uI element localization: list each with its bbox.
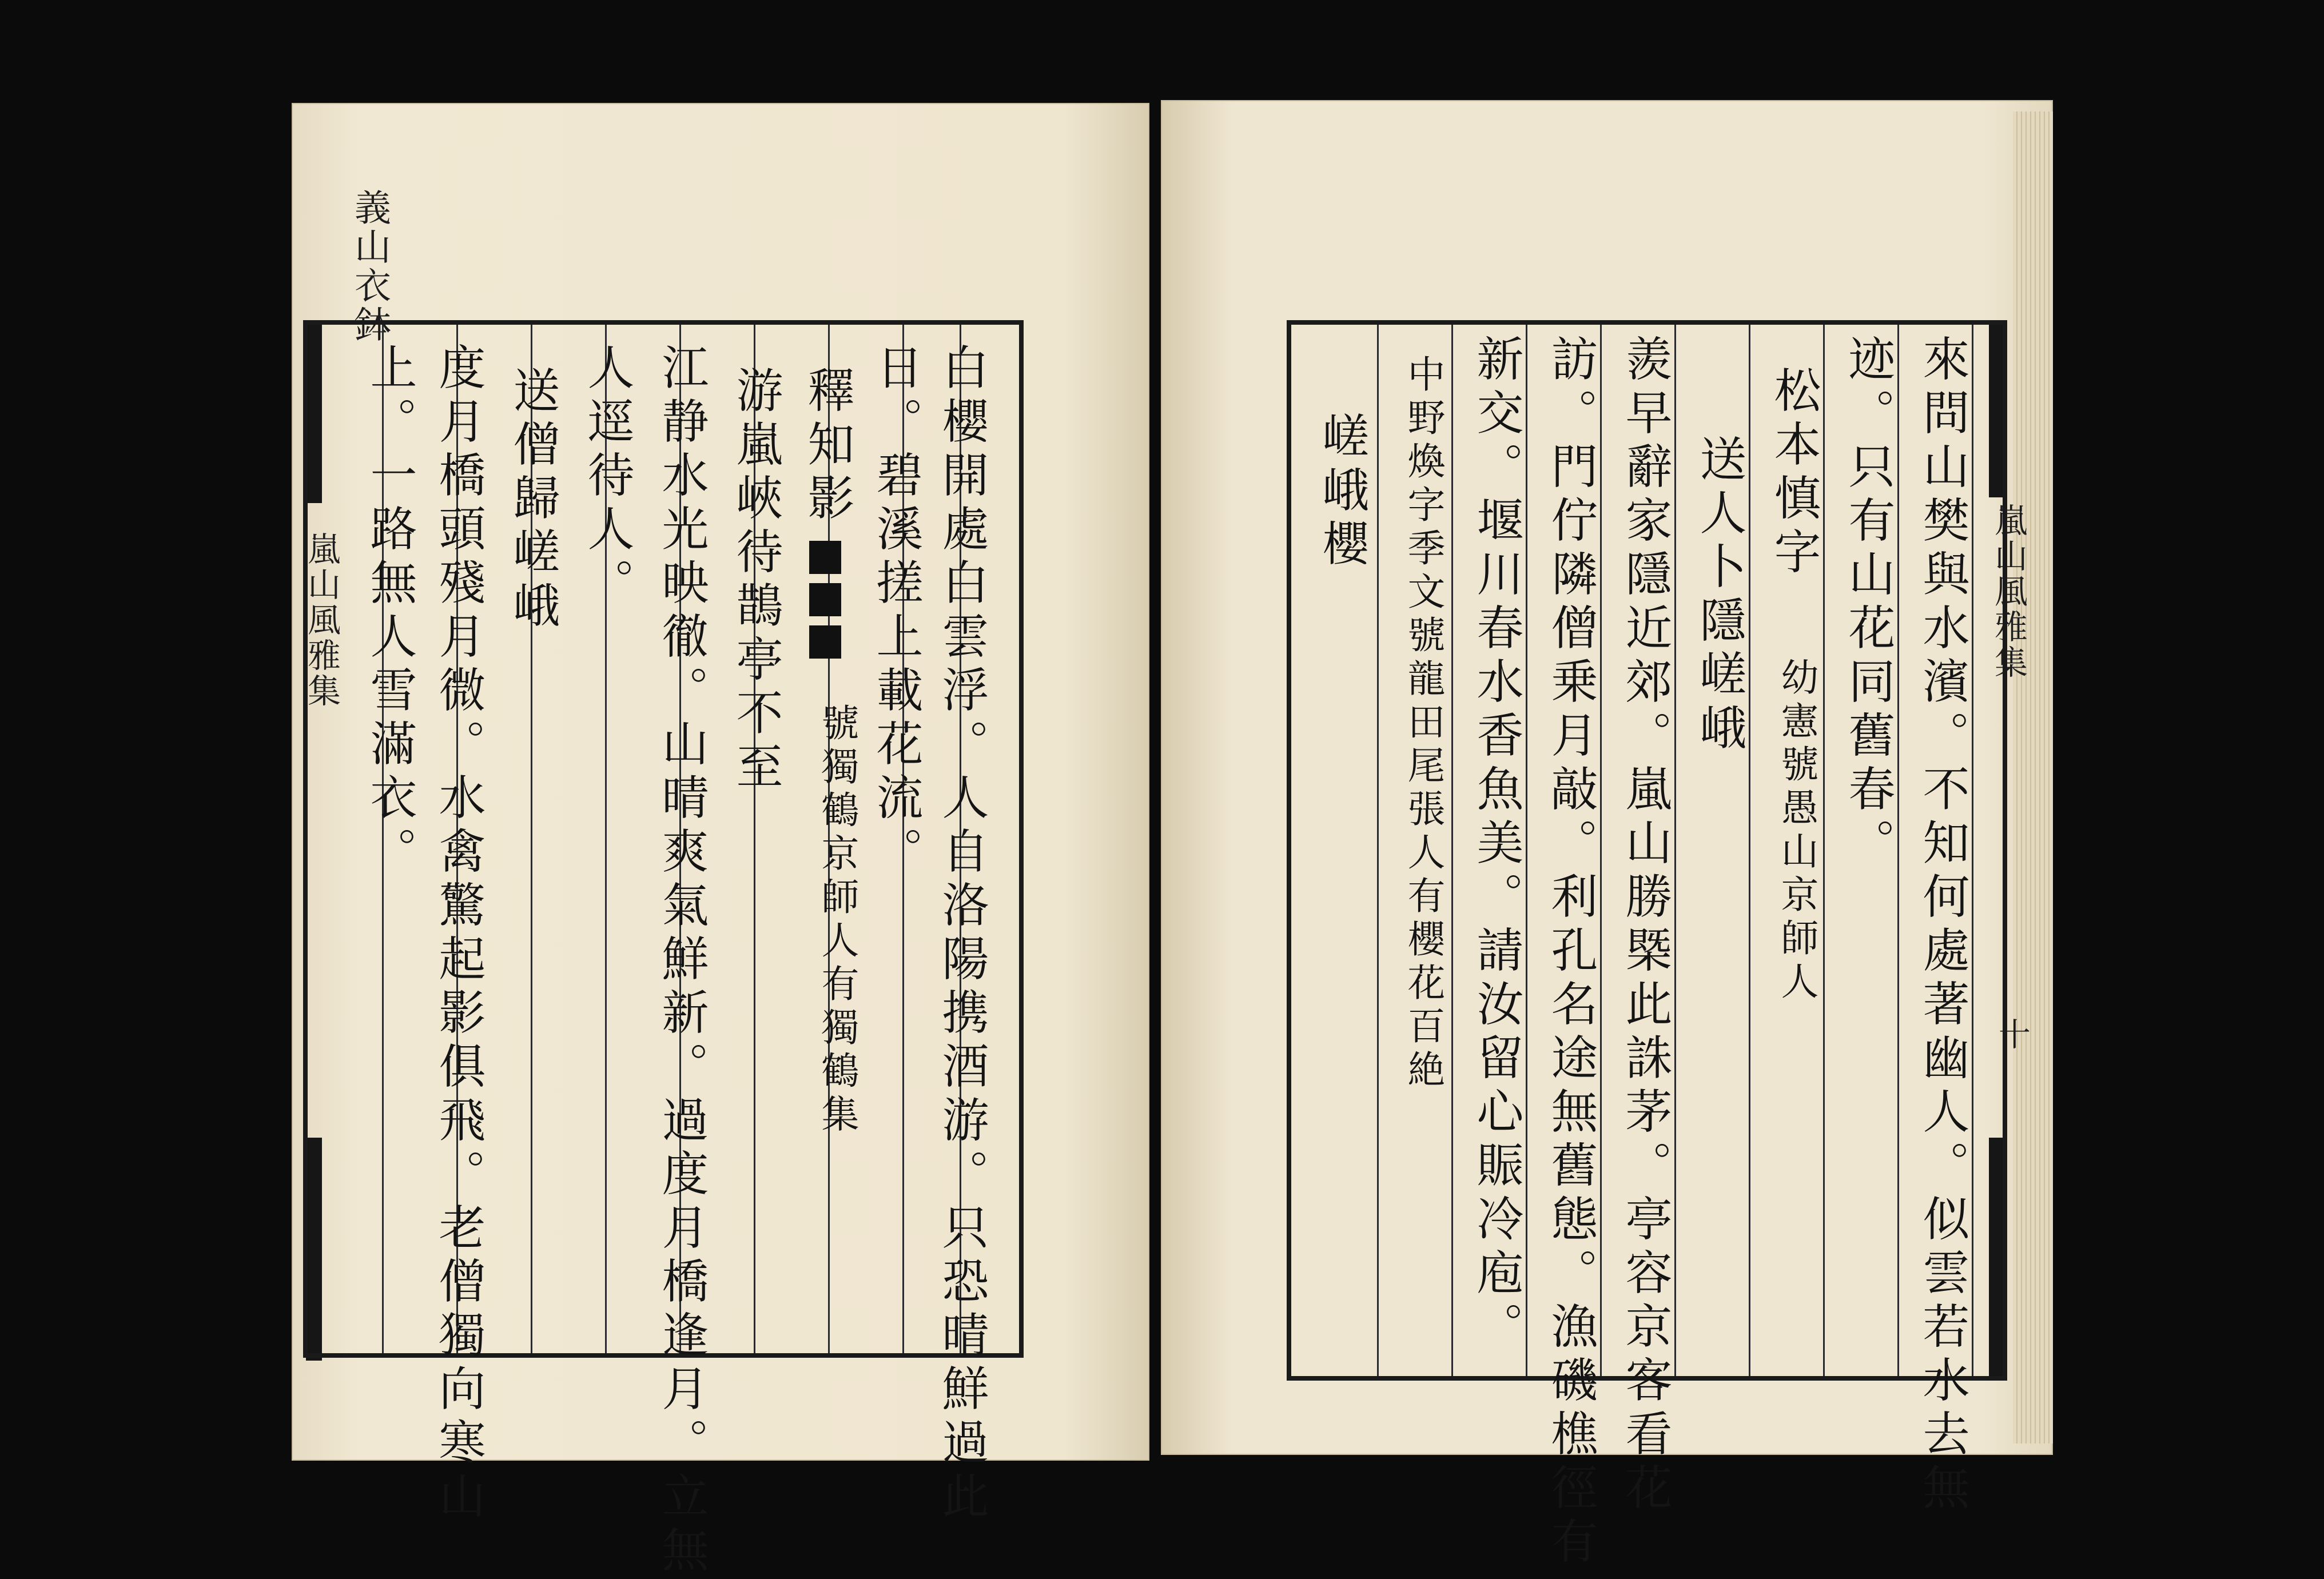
left-col-3: 釋知影 xyxy=(800,366,854,527)
right-col-2: 迹。只有山花同舊春。 xyxy=(1841,334,1895,872)
page-edges xyxy=(2013,111,2053,1444)
black-box-3 xyxy=(809,625,841,659)
left-col-7: 送僧歸嵯峨 xyxy=(506,366,560,635)
left-col-6: 人逕待人。 xyxy=(580,343,634,612)
left-col-9: 上。一路無人雪滿衣。 xyxy=(363,343,417,880)
left-col-2: 日。碧溪搓上載花流。 xyxy=(869,343,923,880)
right-col-4: 送人卜隱嵯峨 xyxy=(1692,434,1746,757)
left-side-title: 嵐山風雅集 xyxy=(302,532,341,709)
left-col-4: 游嵐峽待鵲亭不至 xyxy=(729,366,783,796)
left-col-3-note: 號獨鶴京師人有獨鶴集 xyxy=(815,703,859,1138)
left-col-8: 度月橋頭殘月微。水禽驚起影俱飛。老僧獨向寒山 xyxy=(431,343,486,1525)
left-margin-title: 義山衣鉢 xyxy=(348,189,391,344)
right-side-title: 嵐山風雅集 xyxy=(1989,503,2028,680)
right-col-8: 中野煥字季文號龍田尾張人有櫻花百絶 xyxy=(1401,354,1445,1093)
right-col-6: 訪。門佇隣僧乗月敲。利孔名途無舊態。漁磯樵徑有 xyxy=(1543,334,1598,1570)
black-box-1 xyxy=(809,541,841,574)
right-col-5: 羨早辭家隱近郊。嵐山勝槩此誅茅。亭容京客看花 xyxy=(1618,334,1672,1517)
right-col-9: 嵯峨櫻 xyxy=(1315,412,1369,573)
left-col-1: 白櫻開處白雲浮。人自洛陽携酒游。只恐晴鮮過此 xyxy=(934,343,989,1525)
censored-blocks xyxy=(809,537,843,664)
black-box-2 xyxy=(809,583,841,616)
page-number: 十 xyxy=(1993,1018,2031,1050)
right-col-7: 新交。堰川春水香魚美。請汝留心賑冷庖。 xyxy=(1469,334,1523,1355)
right-col-1: 來問山樊與水濱。不知何處著幽人。似雲若水去無 xyxy=(1915,334,1969,1517)
right-col-3-note: 幼憲號愚山京師人 xyxy=(1774,657,1818,1005)
right-col-3: 松本慎字 xyxy=(1766,366,1821,581)
left-col-5: 江静水光映徹。山晴爽氣鮮新。過度月橋逢月。立無 xyxy=(654,343,709,1579)
